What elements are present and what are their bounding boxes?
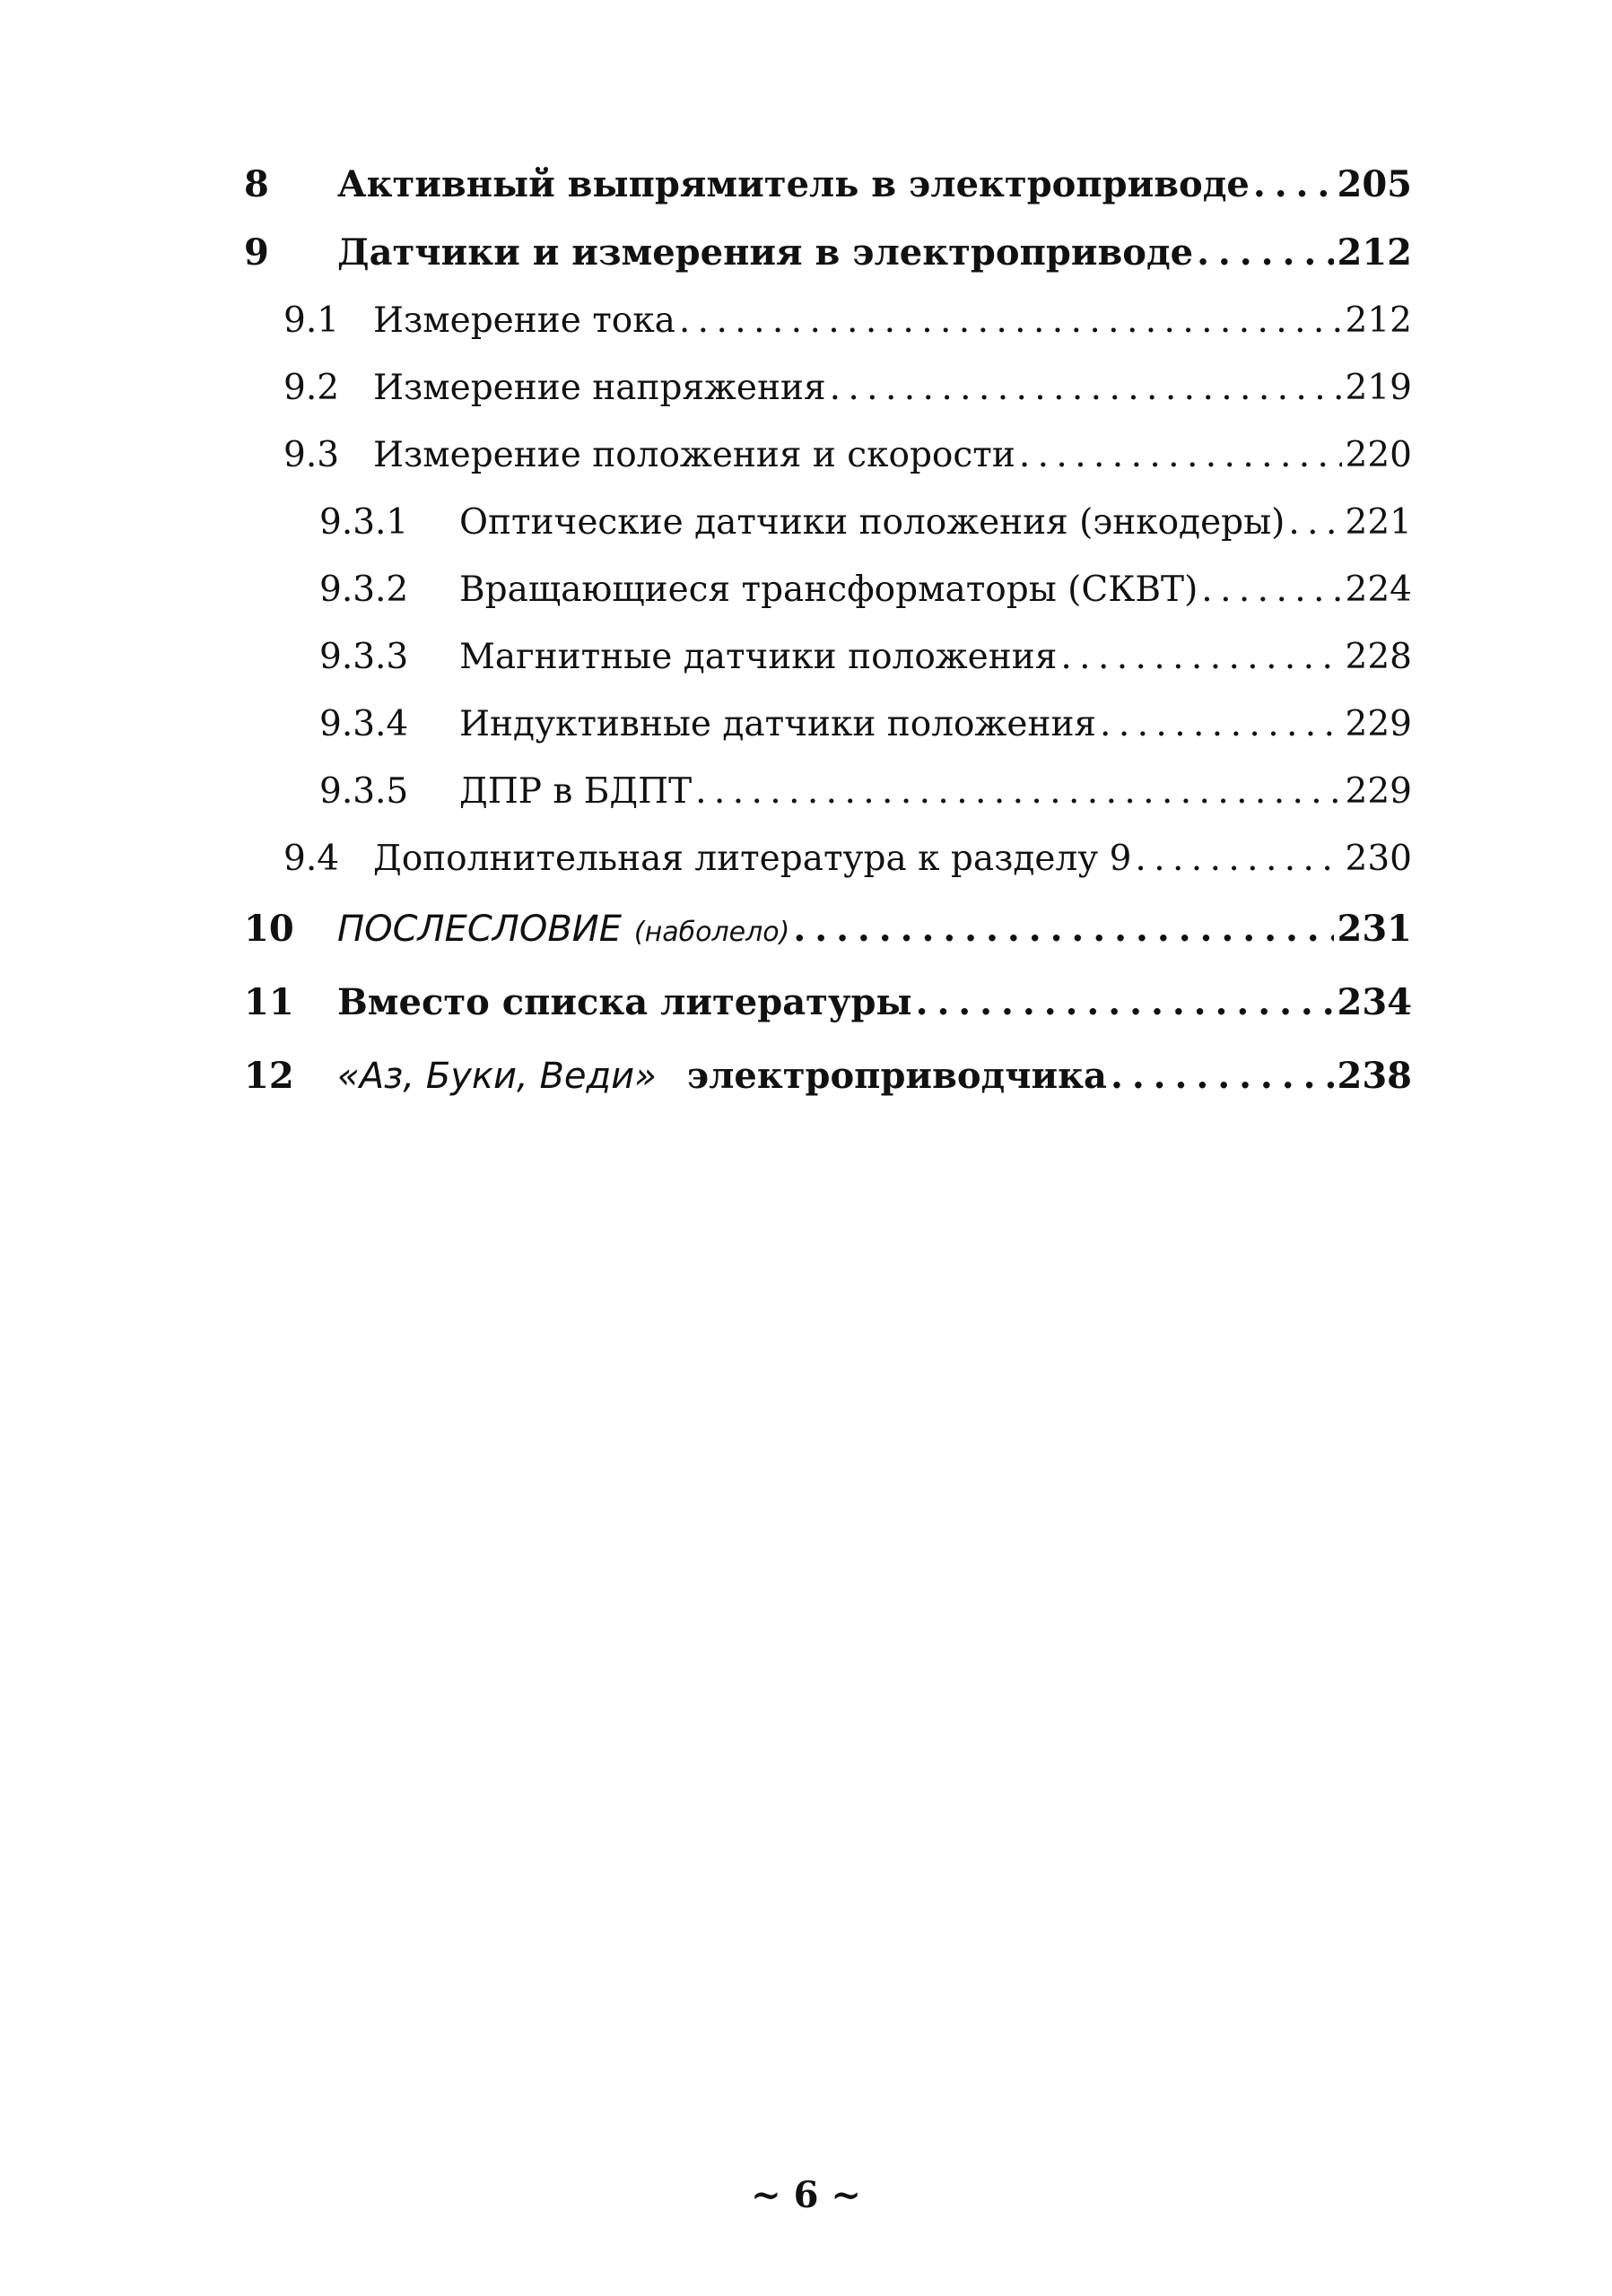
toc-number: 9.3 (283, 435, 340, 475)
dot-leader (830, 354, 1342, 422)
toc-entry-9-3-2[interactable] (244, 556, 1412, 623)
toc-title (337, 1039, 1107, 1113)
toc-page: 228 (1345, 637, 1412, 677)
page-number: ~ 6 ~ (751, 2174, 861, 2216)
toc-page: 219 (1345, 368, 1412, 408)
toc-number: 9.3.1 (319, 502, 409, 543)
toc-title: Вместо списка литературы (337, 981, 912, 1023)
toc-title-paren: (наболело) (633, 917, 790, 948)
toc-title: Измерение положения и скорости (373, 435, 1015, 475)
toc-page: 205 (1337, 163, 1412, 205)
toc-title: Оптические датчики положения (энкодеры) (459, 502, 1285, 543)
toc-entry-8[interactable] (244, 151, 1412, 219)
toc-number: 9.4 (283, 839, 340, 879)
toc-number: 9.3.4 (319, 704, 409, 744)
toc-title: Измерение напряжения (373, 368, 826, 408)
toc-entry-9-3-4[interactable] (244, 691, 1412, 758)
toc-number: 9.3.5 (319, 771, 409, 812)
toc-title: Измерение тока (373, 300, 675, 341)
dot-leader (695, 758, 1341, 825)
toc-number: 10 (244, 908, 294, 950)
toc-page: 229 (1345, 771, 1412, 812)
toc-title: Дополнительная литература к разделу 9 (373, 839, 1132, 879)
toc-number: 12 (244, 1055, 294, 1097)
toc-entry-9-2[interactable] (244, 354, 1412, 422)
toc-entry-9-3-5[interactable] (244, 758, 1412, 825)
toc-title: ДПР в БДПТ (459, 771, 693, 812)
dot-leader (679, 287, 1342, 354)
toc-title-rest: электроприводчика (686, 1055, 1107, 1097)
toc-entry-12[interactable] (244, 1039, 1412, 1113)
toc-title: Индуктивные датчики положения (459, 704, 1097, 744)
toc-number: 9.3.3 (319, 637, 409, 677)
toc-entry-9[interactable] (244, 219, 1412, 287)
toc-title: Вращающиеся трансформаторы (СКВТ) (459, 570, 1198, 610)
toc-number: 9 (244, 231, 269, 274)
dot-leader (1201, 556, 1341, 623)
table-of-contents (244, 151, 1412, 1113)
toc-number: 9.1 (283, 300, 340, 341)
toc-entry-11[interactable] (244, 966, 1412, 1039)
toc-entry-9-4[interactable] (244, 825, 1412, 892)
toc-page: 212 (1337, 231, 1412, 274)
dot-leader (916, 966, 1334, 1039)
toc-number: 9.2 (283, 368, 340, 408)
dot-leader (1060, 623, 1341, 691)
dot-leader (1253, 151, 1334, 219)
dot-leader (1197, 219, 1333, 287)
dot-leader (1019, 422, 1342, 489)
dot-leader (1135, 825, 1341, 892)
toc-number: 9.3.2 (319, 570, 409, 610)
toc-page: 230 (1345, 839, 1412, 879)
toc-title: Датчики и измерения в электроприводе (337, 231, 1194, 274)
toc-page: 231 (1337, 908, 1412, 950)
toc-page: 229 (1345, 704, 1412, 744)
toc-title-script: «Аз, Буки, Веди» (337, 1056, 657, 1097)
toc-number: 11 (244, 981, 294, 1023)
toc-page: 224 (1345, 570, 1412, 610)
dot-leader (793, 892, 1333, 966)
dot-leader (1111, 1039, 1334, 1113)
toc-page: 234 (1337, 981, 1412, 1023)
dot-leader (1288, 489, 1341, 556)
toc-entry-9-1[interactable] (244, 287, 1412, 354)
toc-entry-9-3[interactable] (244, 422, 1412, 489)
dot-leader (1100, 691, 1342, 758)
toc-entry-10[interactable] (244, 892, 1412, 966)
toc-entry-9-3-1[interactable] (244, 489, 1412, 556)
toc-title: Активный выпрямитель в электроприводе (337, 163, 1250, 205)
toc-page: 220 (1345, 435, 1412, 475)
toc-page: 238 (1337, 1055, 1412, 1097)
toc-page: 212 (1345, 300, 1412, 341)
toc-title (337, 892, 789, 970)
toc-title: Магнитные датчики положения (459, 637, 1058, 677)
toc-page: 221 (1345, 502, 1412, 543)
toc-title-script: ПОСЛЕСЛОВИЕ (337, 909, 622, 950)
toc-entry-9-3-3[interactable] (244, 623, 1412, 691)
toc-number: 8 (244, 163, 269, 205)
